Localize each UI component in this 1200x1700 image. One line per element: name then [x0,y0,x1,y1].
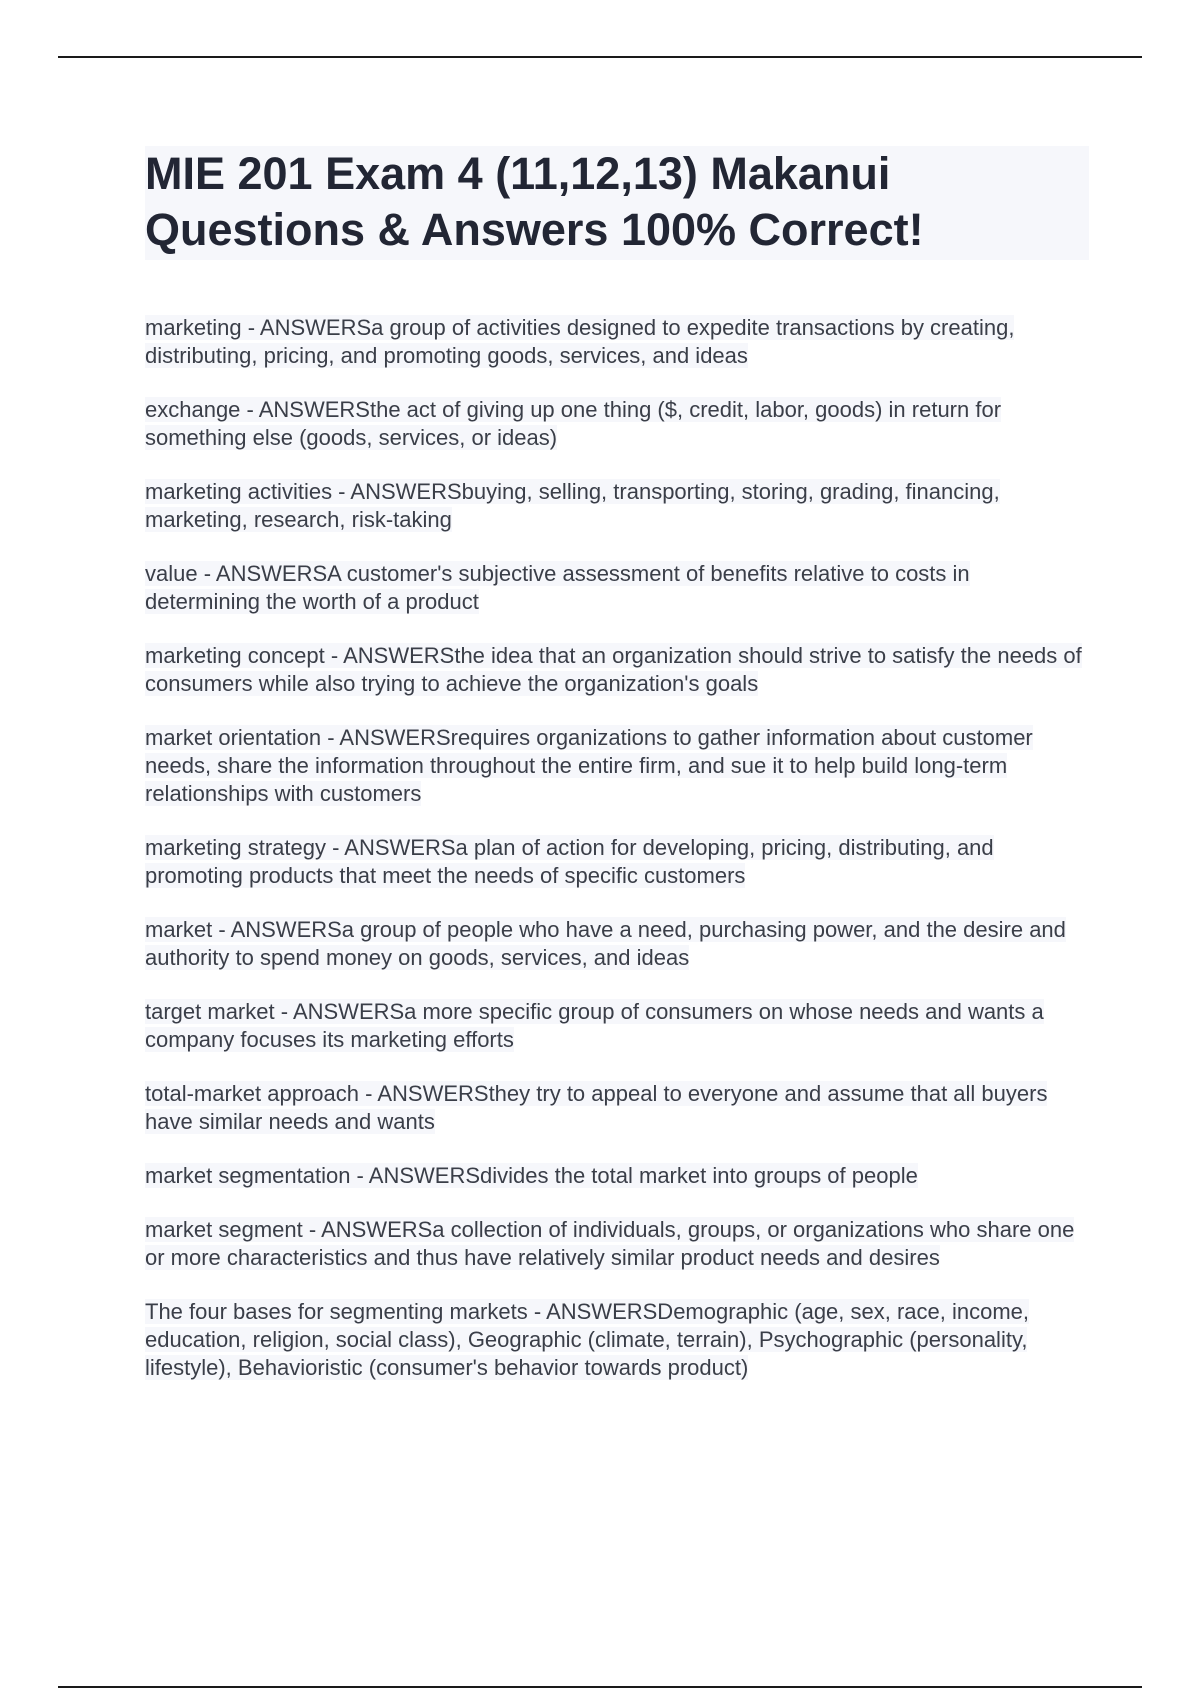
qa-entry-value [145,560,1089,616]
qa-entry-text: marketing activities - ANSWERSbuying, selling, transporting, storing, grading, financing, marketing, research, risk-taking [145,479,1000,532]
qa-entry-text: marketing strategy - ANSWERSa plan of action for developing, pricing, distributing, and promoting products that meet the needs of specific customers [145,835,994,888]
qa-entry-market-segmentation [145,1162,1089,1190]
document-title: MIE 201 Exam 4 (11,12,13) Makanui Questions & Answers 100% Correct! [145,146,1089,260]
qa-entry-text: marketing concept - ANSWERSthe idea that an organization should strive to satisfy the needs of consumers while also trying to achieve the organization's goals [145,643,1082,696]
qa-entry-target-market [145,998,1089,1054]
qa-entry-text: market orientation - ANSWERSrequires organizations to gather information about customer needs, share the information throughout the entire firm, and sue it to help build long-term relationships with customers [145,725,1033,806]
qa-entry-text: target market - ANSWERSa more specific group of consumers on whose needs and wants a company focuses its marketing efforts [145,999,1044,1052]
qa-entry-text: total-market approach - ANSWERSthey try to appeal to everyone and assume that all buyers have similar needs and wants [145,1081,1048,1134]
qa-entry-marketing-activities [145,478,1089,534]
qa-entry-total-market-approach [145,1080,1089,1136]
qa-entry-text: exchange - ANSWERSthe act of giving up one thing ($, credit, labor, goods) in return for something else (goods, services, or ideas) [145,397,1002,450]
qa-entry-text: value - ANSWERSA customer's subjective assessment of benefits relative to costs in determining the worth of a product [145,561,970,614]
qa-entry-text: market segmentation - ANSWERSdivides the total market into groups of people [145,1163,918,1188]
qa-entry-marketing-strategy [145,834,1089,890]
qa-entry-text: marketing - ANSWERSa group of activities designed to expedite transactions by creating, distributing, pricing, and promoting goods, services, and ideas [145,315,1015,368]
bottom-rule [58,1686,1142,1688]
qa-entry-market [145,916,1089,972]
qa-entry-market-segment [145,1216,1089,1272]
document-body [145,146,1089,1408]
qa-entry-market-orientation [145,724,1089,808]
qa-entry-text: market - ANSWERSa group of people who have a need, purchasing power, and the desire and authority to spend money on goods, services, and ideas [145,917,1066,970]
qa-entry-exchange [145,396,1089,452]
qa-entry-text: market segment - ANSWERSa collection of individuals, groups, or organizations who share one or more characteristics and thus have relatively similar product needs and desires [145,1217,1075,1270]
qa-entry-four-bases [145,1298,1089,1382]
qa-entry-marketing-concept [145,642,1089,698]
qa-entry-marketing [145,314,1089,370]
qa-entry-text: The four bases for segmenting markets - ANSWERSDemographic (age, sex, race, income, education, religion, social class), Geographic (climate, terrain), Psychographic (personality, lifestyle), Behavioristic (consumer's behavior towards product) [145,1299,1030,1380]
top-rule [58,56,1142,58]
